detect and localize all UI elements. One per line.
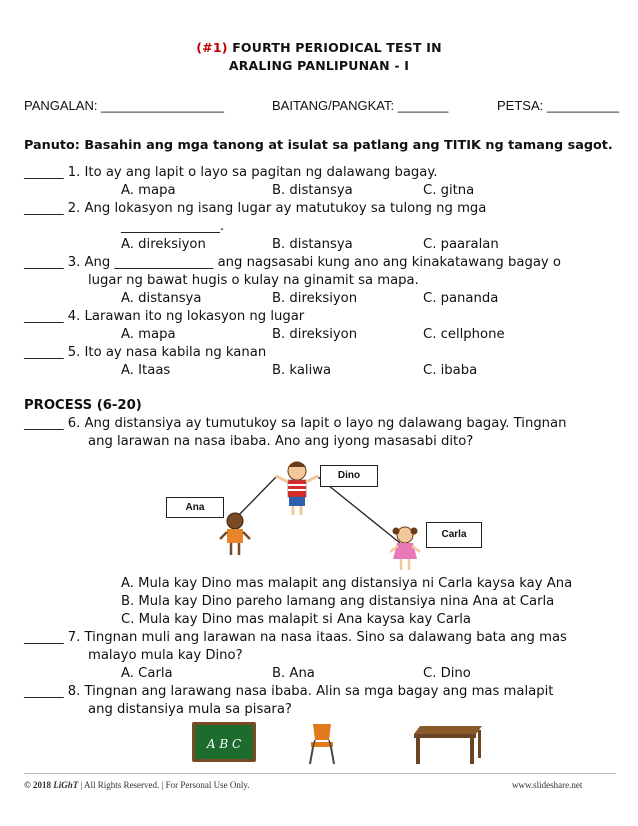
dino-figure [276,462,318,515]
q2-option-c: C. paaralan [423,237,499,252]
ana-figure [220,513,250,555]
chalkboard-text: A B C [206,737,242,751]
q7-option-a: A. Carla [121,666,173,681]
q3-option-a: A. distansya [121,291,202,306]
q2-blank: _______________. [121,219,225,234]
chalkboard-icon [192,722,256,766]
question-1: ______ 1. Ito ay ang lapit o layo sa pagitan ng dalawang bagay. [24,165,438,180]
question-3-cont: lugar ng bawat hugis o kulay na ginamit sa mapa. [88,273,419,288]
question-7-cont: malayo mula kay Dino? [88,648,243,663]
chair-icon [305,722,339,766]
q1-option-b: B. distansya [272,183,353,198]
question-8: ______ 8. Tingnan ang larawang nasa ibaba. Alin sa mga bagay ang mas malapit [24,684,554,699]
q6-option-b: B. Mula kay Dino pareho lamang ang distansiya nina Ana at Carla [121,594,555,609]
q5-option-c: C. ibaba [423,363,478,378]
question-7: ______ 7. Tingnan muli ang larawan na nasa itaas. Sino sa dalawang bata ang mas [24,630,567,645]
test-title-text: FOURTH PERIODICAL TEST IN [227,40,442,55]
name-field: PANGALAN: _________________ [24,98,224,113]
q4-option-a: A. mapa [121,327,176,342]
test-title-line1 [0,40,638,55]
q7-option-b: B. Ana [272,666,315,681]
table-icon [410,724,486,766]
q6-option-c: C. Mula kay Dino mas malapit si Ana kaysa kay Carla [121,612,471,627]
footer-divider [24,773,616,774]
label-carla: Carla [426,522,482,548]
process-heading: PROCESS (6-20) [24,398,142,413]
footer-source: www.slideshare.net [512,780,583,790]
q7-option-c: C. Dino [423,666,471,681]
label-dino: Dino [320,465,378,487]
q3-option-c: C. pananda [423,291,499,306]
date-field: PETSA: __________ [497,98,620,113]
q2-option-a: A. direksiyon [121,237,206,252]
q1-option-a: A. mapa [121,183,176,198]
grade-section-field: BAITANG/PANGKAT: _______ [272,98,449,113]
question-3: ______ 3. Ang _______________ ang nagsasabi kung ano ang kinakatawang bagay o [24,255,561,270]
line-dino-ana [235,477,276,519]
q5-option-b: B. kaliwa [272,363,332,378]
question-4: ______ 4. Larawan ito ng lokasyon ng lugar [24,309,305,324]
question-6: ______ 6. Ang distansiya ay tumutukoy sa lapit o layo ng dalawang bagay. Tingnan [24,416,567,431]
q1-option-c: C. gitna [423,183,475,198]
footer-copyright: © 2018 LiGhT | All Rights Reserved. | For Personal Use Only. [24,780,250,790]
q4-option-c: C. cellphone [423,327,505,342]
instructions: Panuto: Basahin ang mga tanong at isulat sa patlang ang TITIK ng tamang sagot. [24,138,613,153]
label-ana: Ana [166,497,224,518]
test-title-line2: ARALING PANLIPUNAN - I [228,58,410,73]
question-6-cont: ang larawan na nasa ibaba. Ano ang iyong masasabi dito? [88,434,474,449]
q5-option-a: A. Itaas [121,363,171,378]
question-8-cont: ang distansiya mula sa pisara? [88,702,292,717]
test-number: (#1) [196,40,228,55]
q2-option-b: B. distansya [272,237,353,252]
question-2: ______ 2. Ang lokasyon ng isang lugar ay matutukoy sa tulong ng mga [24,201,487,216]
q6-option-a: A. Mula kay Dino mas malapit ang distansiya ni Carla kaysa kay Ana [121,576,573,591]
q3-option-b: B. direksiyon [272,291,358,306]
q4-option-b: B. direksiyon [272,327,358,342]
question-5: ______ 5. Ito ay nasa kabila ng kanan [24,345,267,360]
carla-figure [390,527,420,570]
